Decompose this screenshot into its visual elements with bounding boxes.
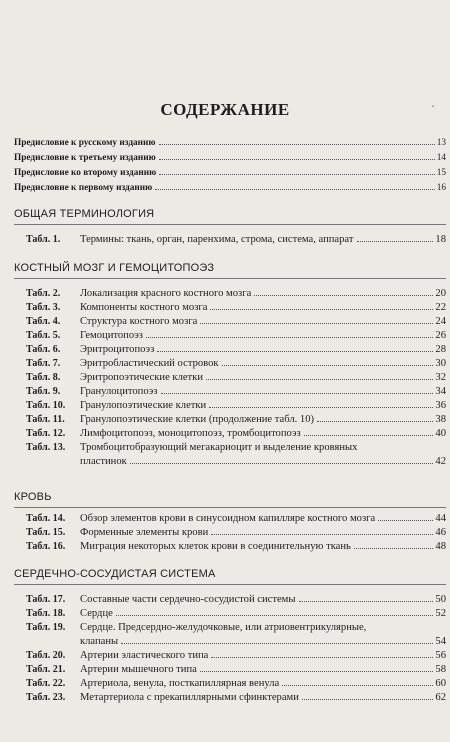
toc-entry[interactable] (26, 329, 446, 343)
entry-title: Структура костного мозга (80, 316, 198, 327)
leader-dots (159, 144, 435, 145)
table-number: Табл. 20. (26, 650, 66, 661)
page-number: 60 (435, 678, 446, 689)
toc-entry[interactable] (26, 315, 446, 329)
entry-title: Эритропоэтические клетки (80, 372, 203, 383)
toc-entry[interactable] (26, 343, 446, 357)
section-heading: ОБЩАЯ ТЕРМИНОЛОГИЯ (14, 208, 155, 220)
section-divider (14, 584, 446, 585)
page-number: 40 (435, 428, 446, 439)
page-number: 44 (435, 513, 446, 524)
page-number: 34 (435, 386, 446, 397)
table-number: Табл. 10. (26, 400, 66, 411)
preface-row[interactable] (14, 138, 446, 153)
table-number: Табл. 4. (26, 316, 61, 327)
toc-entry[interactable] (26, 233, 446, 247)
page-number: 24 (435, 316, 446, 327)
page-number: 14 (436, 153, 446, 163)
leader-dots (299, 601, 434, 602)
table-number: Табл. 23. (26, 692, 66, 703)
leader-dots (254, 295, 433, 296)
page-number: 62 (435, 692, 446, 703)
toc-entry[interactable] (26, 540, 446, 554)
preface-row[interactable] (14, 183, 446, 198)
preface-label: Предисловие к третьему изданию (14, 153, 156, 163)
entry-title: Артерии мышечного типа (80, 664, 197, 675)
toc-entry[interactable] (26, 399, 446, 413)
preface-label: Предисловие ко второму изданию (14, 168, 157, 178)
page-number: 56 (435, 650, 446, 661)
preface-label: Предисловие к русскому изданию (14, 138, 156, 148)
page-title: СОДЕРЖАНИЕ (160, 100, 290, 119)
toc-entry[interactable] (26, 413, 446, 427)
toc-entry[interactable] (26, 512, 446, 526)
leader-dots (116, 615, 434, 616)
leader-dots (130, 463, 434, 464)
table-number: Табл. 16. (26, 541, 66, 552)
toc-entry[interactable] (26, 441, 446, 469)
toc-entry[interactable] (26, 607, 446, 621)
toc-entry[interactable] (26, 526, 446, 540)
leader-dots (200, 671, 434, 672)
table-number: Табл. 22. (26, 678, 66, 689)
leader-dots (200, 323, 433, 324)
entry-title: Артериола, венула, посткапиллярная венула (80, 678, 280, 689)
leader-dots (317, 421, 433, 422)
prefaces-list (14, 138, 446, 198)
entry-title: Гранулопоэтические клетки (продолжение табл. 10) (80, 414, 315, 425)
leader-dots (302, 699, 434, 700)
page-number: 26 (435, 330, 446, 341)
page-number: 36 (435, 400, 446, 411)
page-number: 58 (435, 664, 446, 675)
page-number: 48 (435, 541, 446, 552)
page-number: 42 (435, 456, 446, 467)
toc-entry[interactable] (26, 663, 446, 677)
page-number: 20 (435, 288, 446, 299)
table-number: Табл. 15. (26, 527, 66, 538)
section-entries (26, 287, 446, 469)
page-number: 54 (435, 636, 446, 647)
preface-row[interactable] (14, 168, 446, 183)
table-number: Табл. 14. (26, 513, 66, 524)
entry-title: Миграция некоторых клеток крови в соединительную ткань (80, 541, 351, 552)
page-number: 16 (436, 183, 446, 193)
entry-title: Форменные элементы крови (80, 527, 209, 538)
table-number: Табл. 17. (26, 594, 66, 605)
leader-dots (209, 407, 433, 408)
entry-title: Лимфоцитопоэз, моноцитопоэз, тромбоцитопоэз (80, 428, 301, 439)
toc-entry[interactable] (26, 357, 446, 371)
table-number: Табл. 19. (26, 622, 66, 633)
toc-entry[interactable] (26, 287, 446, 301)
preface-label: Предисловие к первому изданию (14, 183, 153, 193)
page-number: 18 (435, 234, 446, 245)
table-number: Табл. 18. (26, 608, 66, 619)
entry-title: Составные части сердечно-сосудистой системы (80, 594, 296, 605)
entry-title-continued: пластинок (80, 456, 127, 467)
toc-entry[interactable] (26, 427, 446, 441)
toc-entry[interactable] (26, 371, 446, 385)
page-number: 13 (436, 138, 446, 148)
entry-title: Сердце (80, 608, 113, 619)
entry-title-continued: клапаны (80, 636, 119, 647)
corner-mark: ▪ (431, 104, 434, 110)
entry-title: Гемоцитопоэз (80, 330, 143, 341)
section-entries (26, 233, 446, 247)
leader-dots (357, 241, 434, 242)
leader-dots (159, 174, 435, 175)
leader-dots (157, 351, 433, 352)
page-number: 52 (435, 608, 446, 619)
toc-entry[interactable] (26, 301, 446, 315)
leader-dots (206, 379, 433, 380)
toc-entry[interactable] (26, 621, 446, 649)
page-number: 38 (435, 414, 446, 425)
section-heading: КРОВЬ (14, 491, 52, 503)
table-number: Табл. 5. (26, 330, 61, 341)
table-number: Табл. 21. (26, 664, 66, 675)
section-divider (14, 278, 446, 279)
leader-dots (159, 159, 435, 160)
entry-title: Гранулоцитопоэз (80, 386, 158, 397)
leader-dots (282, 685, 433, 686)
table-number: Табл. 7. (26, 358, 61, 369)
leader-dots (211, 534, 433, 535)
leader-dots (354, 548, 434, 549)
toc-entry[interactable] (26, 691, 446, 705)
entry-title: Гранулопоэтические клетки (80, 400, 207, 411)
table-number: Табл. 11. (26, 414, 65, 425)
entry-title: Эритробластический островок (80, 358, 219, 369)
leader-dots (161, 393, 434, 394)
table-number: Табл. 2. (26, 288, 61, 299)
leader-dots (222, 365, 434, 366)
entry-title: Артерии эластического типа (80, 650, 209, 661)
section-divider (14, 224, 446, 225)
entry-title: Эритроцитопоэз (80, 344, 155, 355)
leader-dots (155, 189, 434, 190)
table-number: Табл. 13. (26, 442, 66, 453)
page-number: 30 (435, 358, 446, 369)
entry-title: Компоненты костного мозга (80, 302, 208, 313)
toc-entry[interactable] (26, 677, 446, 691)
page-number: 32 (435, 372, 446, 383)
preface-row[interactable] (14, 153, 446, 168)
toc-entry[interactable] (26, 385, 446, 399)
leader-dots (210, 309, 433, 310)
page-number: 28 (435, 344, 446, 355)
entry-title: Сердце. Предсердно-желудочковые, или атриовентрикулярные, (80, 622, 367, 633)
section-entries (26, 593, 446, 705)
page-number: 22 (435, 302, 446, 313)
table-number: Табл. 9. (26, 386, 61, 397)
table-number: Табл. 12. (26, 428, 66, 439)
page-number: 15 (436, 168, 446, 178)
table-number: Табл. 1. (26, 234, 61, 245)
leader-dots (304, 435, 434, 436)
table-number: Табл. 3. (26, 302, 61, 313)
section-divider (14, 507, 446, 508)
section-entries (26, 512, 446, 554)
section-heading: КОСТНЫЙ МОЗГ И ГЕМОЦИТОПОЭЗ (14, 262, 215, 274)
section-heading: СЕРДЕЧНО-СОСУДИСТАЯ СИСТЕМА (14, 568, 216, 580)
table-number: Табл. 8. (26, 372, 61, 383)
entry-title: Обзор элементов крови в синусоидном капилляре костного мозга (80, 513, 376, 524)
entry-title: Локализация красного костного мозга (80, 288, 252, 299)
entry-title: Метартериола с прекапиллярными сфинктерами (80, 692, 299, 703)
leader-dots (211, 657, 433, 658)
page-number: 46 (435, 527, 446, 538)
leader-dots (121, 643, 433, 644)
leader-dots (378, 520, 433, 521)
entry-title: Тромбоцитобразующий мегакариоцит и выделение кровяных (80, 442, 358, 453)
page-number: 50 (435, 594, 446, 605)
leader-dots (146, 337, 433, 338)
toc-entry[interactable] (26, 649, 446, 663)
entry-title: Термины: ткань, орган, паренхима, строма, система, аппарат (80, 234, 354, 245)
toc-entry[interactable] (26, 593, 446, 607)
table-number: Табл. 6. (26, 344, 61, 355)
